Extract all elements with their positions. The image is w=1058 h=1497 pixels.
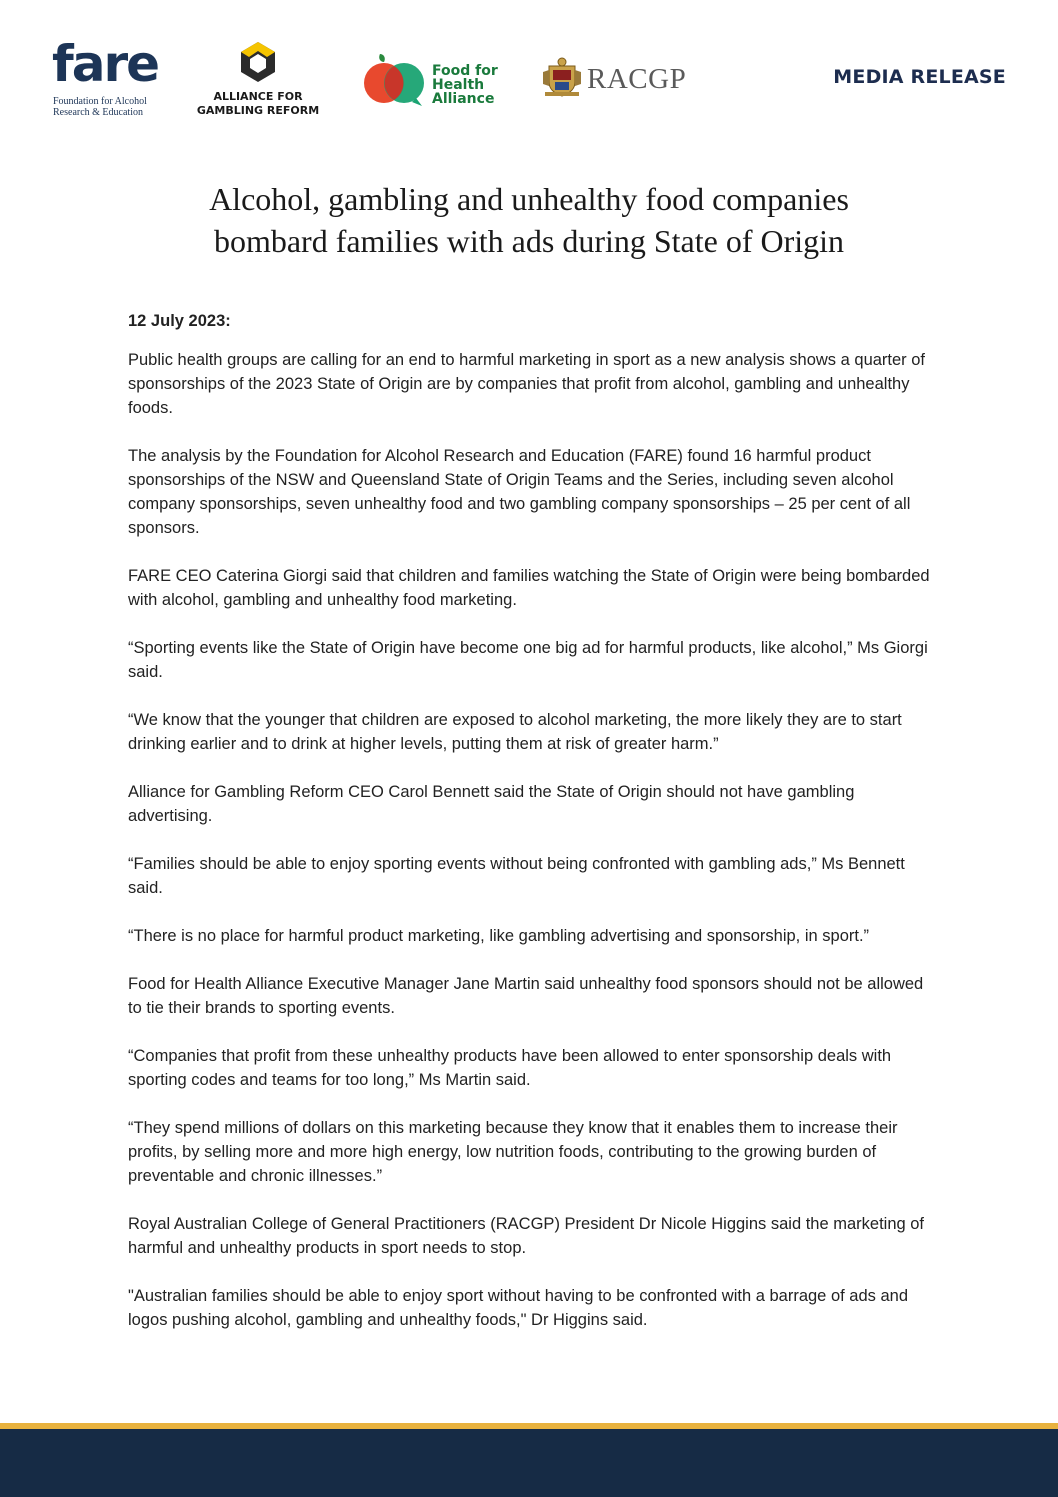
paragraph: “Sporting events like the State of Origin have become one big ad for harmful products, like alcohol,” Ms Giorgi said. xyxy=(128,639,928,681)
agr-logo xyxy=(192,40,324,122)
agr-emblem-icon xyxy=(237,40,279,84)
fare-logo-subtitle xyxy=(53,96,163,118)
dateline: 12 July 2023: xyxy=(128,312,231,330)
ffha-logo-line3: Alliance xyxy=(432,91,495,107)
paragraph: “We know that the younger that children are exposed to alcohol marketing, the more likely they are to start drinking earlier and to drink at higher levels, putting them at risk of greater harm.” xyxy=(128,711,902,753)
paragraph: Food for Health Alliance Executive Manager Jane Martin said unhealthy food sponsors should not be allowed to tie their brands to sporting events. xyxy=(128,975,924,1017)
release-body xyxy=(128,309,938,1356)
media-release-label: MEDIA RELEASE xyxy=(833,66,1006,88)
ffha-logo xyxy=(364,52,504,112)
headline-line2: bombard families with ads during State of Origin xyxy=(213,223,845,259)
ffha-logo-line1: Food for xyxy=(432,63,498,79)
paragraph: Alliance for Gambling Reform CEO Carol Bennett said the State of Origin should not have gambling advertising. xyxy=(128,783,855,825)
coat-of-arms-icon xyxy=(541,56,583,98)
paragraph: FARE CEO Caterina Giorgi said that children and families watching the State of Origin were being bombarded with alcohol, gambling and unhealthy food marketing. xyxy=(128,567,930,609)
agr-logo-line1: ALLIANCE FOR xyxy=(213,90,303,103)
fare-logo xyxy=(52,35,162,120)
agr-logo-text xyxy=(192,90,324,118)
paragraph: “There is no place for harmful product marketing, like gambling advertising and sponsorship, in sport.” xyxy=(128,927,870,945)
fare-logo-subtitle-line2: Research & Education xyxy=(53,107,143,118)
agr-logo-line2: GAMBLING REFORM xyxy=(196,104,320,117)
paragraph: The analysis by the Foundation for Alcohol Research and Education (FARE) found 16 harmful product sponsorships of the NSW and Queensland State of Origin Teams and the Series, including seven alcohol company sponsorships, seven unhealthy food and two gambling company sponsorships – 25 per cent of all sponsors. xyxy=(128,447,911,537)
apple-icon xyxy=(364,52,428,108)
fare-logo-word: fare xyxy=(52,35,159,93)
headline xyxy=(100,178,958,262)
racgp-logo xyxy=(541,56,701,102)
ffha-logo-line2: Health xyxy=(432,77,485,93)
headline-line1: Alcohol, gambling and unhealthy food companies xyxy=(209,181,849,217)
ffha-logo-text xyxy=(432,64,512,106)
paragraph: “They spend millions of dollars on this marketing because they know that it enables them to increase their profits, by selling more and more high energy, low nutrition foods, contributing to the growing burden of preventable and chronic illnesses.” xyxy=(128,1119,898,1185)
paragraph: Public health groups are calling for an end to harmful marketing in sport as a new analysis shows a quarter of sponsorships of the 2023 State of Origin are by companies that profit from alcohol, gambling and unhealthy foods. xyxy=(128,351,926,417)
racgp-logo-text: RACGP xyxy=(587,63,687,95)
fare-logo-subtitle-line1: Foundation for Alcohol xyxy=(53,96,147,107)
paragraph: Royal Australian College of General Practitioners (RACGP) President Dr Nicole Higgins said the marketing of harmful and unhealthy products in sport needs to stop. xyxy=(128,1215,925,1257)
paragraph: “Companies that profit from these unhealthy products have been allowed to enter sponsorship deals with sporting codes and teams for too long,” Ms Martin said. xyxy=(128,1047,892,1089)
paragraph: "Australian families should be able to enjoy sport without having to be confronted with a barrage of ads and logos pushing alcohol, gambling and unhealthy foods," Dr Higgins said. xyxy=(128,1287,909,1329)
paragraph: “Families should be able to enjoy sporting events without being confronted with gambling ads,” Ms Bennett said. xyxy=(128,855,905,897)
footer-band xyxy=(0,1429,1058,1497)
logo-row xyxy=(0,0,1058,140)
